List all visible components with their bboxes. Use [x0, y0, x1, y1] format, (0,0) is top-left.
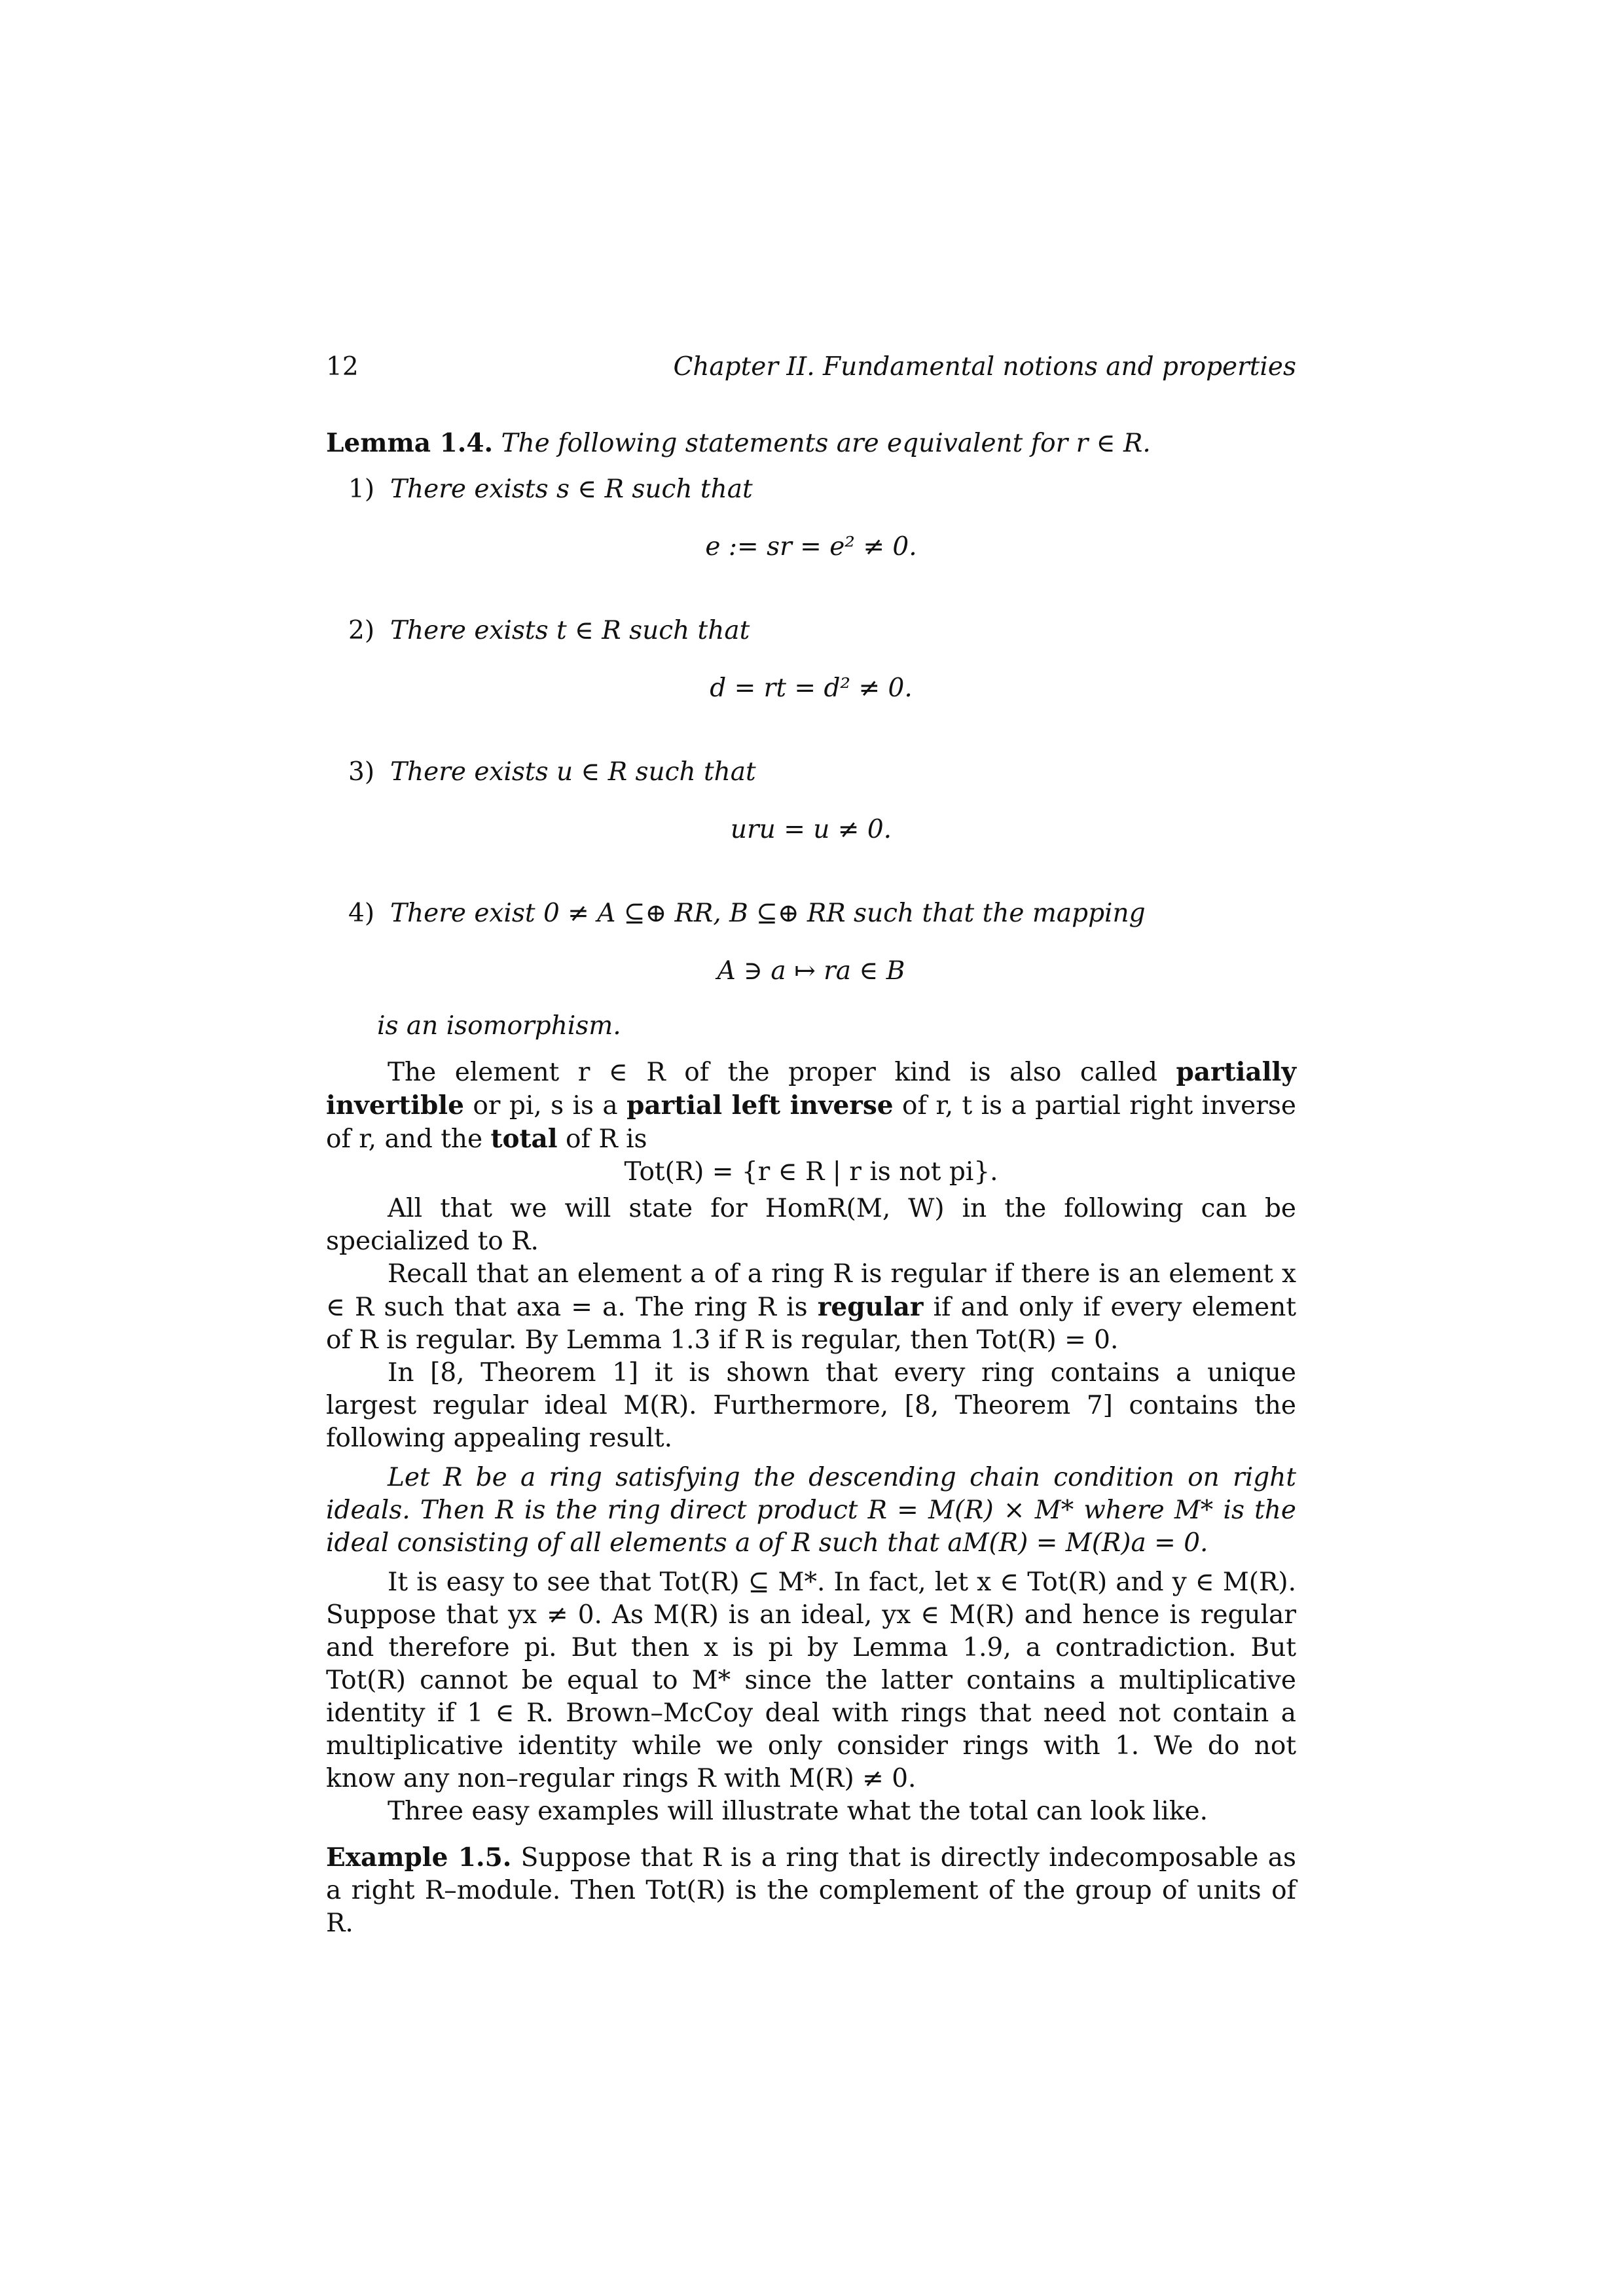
example-1-5 — [326, 1841, 1296, 1940]
text-run: or pi, s is a — [463, 1091, 627, 1121]
page-body — [326, 427, 1296, 1940]
lemma-item-1 — [326, 473, 1296, 506]
paragraph-examples-intro: Three easy examples will illustrate what the total can look like. — [388, 1797, 1208, 1826]
lemma-item-number: 1) — [348, 475, 375, 504]
lemma-item-text: There exists s ∈ R such that — [390, 475, 753, 504]
running-head — [326, 351, 1296, 384]
term-total: total — [490, 1124, 558, 1154]
paragraph-quoted-result: Let R be a ring satisfying the descending chain condition on right ideals. Then R is the ring direct product R = M(R) × M* where M* is the ideal consisting of all elements a of R such that aM(R) = M(R)a = 0. — [326, 1463, 1296, 1558]
lemma-item-text: There exists t ∈ R such that — [390, 616, 750, 645]
display-equation: e := sr = e² ≠ 0. — [705, 532, 917, 562]
term-partially-invertible: partially invertible — [326, 1057, 1296, 1121]
lemma-item-number: 2) — [348, 616, 375, 645]
display-equation: uru = u ≠ 0. — [730, 815, 892, 844]
example-text: Suppose that R is a ring that is directly indecomposable as a right R–module. Then Tot(R) is the complement of the group of units of R. — [326, 1843, 1296, 1938]
example-label: Example 1.5. — [326, 1842, 512, 1873]
paragraph-regular — [326, 1258, 1296, 1357]
lemma-item-text: There exists u ∈ R such that — [390, 757, 756, 787]
lemma-item-number: 3) — [348, 757, 375, 787]
lemma-heading — [326, 427, 1296, 460]
text-run: of r, t is a partial right inverse of r, and the — [326, 1091, 1296, 1154]
page-number: 12 — [326, 352, 359, 382]
display-equation: d = rt = d² ≠ 0. — [710, 673, 913, 703]
paragraph-hom: All that we will state for HomR(M, W) in the following can be specialized to R. — [326, 1194, 1296, 1256]
text-run: The element r ∈ R of the proper kind is also called — [388, 1058, 1176, 1087]
tot-display-equation: Tot(R) = {r ∈ R | r is not pi}. — [624, 1157, 998, 1187]
lemma-label: Lemma 1.4. — [326, 428, 494, 458]
lemma-statement: The following statements are equivalent for r ∈ R. — [501, 429, 1151, 458]
text-run: Recall that an element a of a ring R is regular if there is an element x ∈ R such that axa = a. The ring R is — [326, 1259, 1296, 1322]
lemma-item-4 — [326, 897, 1296, 930]
text-run: if and only if every element of R is regular. By Lemma 1.3 if R is regular, then Tot(R) = 0. — [326, 1293, 1296, 1355]
display-equation: A ∋ a ↦ ra ∈ B — [717, 956, 905, 986]
term-regular: regular — [817, 1292, 924, 1322]
paragraph-tot-subset: It is easy to see that Tot(R) ⊆ M*. In fact, let x ∈ Tot(R) and y ∈ M(R). Suppose that yx ≠ 0. As M(R) is an ideal, yx ∈ M(R) and hence is regular and therefore pi. But then x is pi by Lemma 1.9, a contradiction. But Tot(R) cannot be equal to M* since the latter contains a multiplicative identity if 1 ∈ R. Brown–McCoy deal with rings that need not contain a multiplicative identity while we only consider rings with 1. We do not know any non–regular rings R with M(R) ≠ 0. — [326, 1568, 1296, 1793]
lemma-item-number: 4) — [348, 899, 375, 928]
paragraph-total-definition — [326, 1056, 1296, 1156]
lemma-item-3 — [326, 756, 1296, 789]
chapter-title: Chapter II. Fundamental notions and properties — [673, 352, 1296, 382]
lemma-item-2 — [326, 615, 1296, 647]
paragraph-theorem-reference: In [8, Theorem 1] it is shown that every ring contains a unique largest regular ideal M(R). Furthermore, [8, Theorem 7] contains the following appealing result. — [326, 1358, 1296, 1453]
lemma-item-tail: is an isomorphism. — [377, 1011, 621, 1041]
term-partial-left-inverse: partial left inverse — [626, 1090, 894, 1121]
text-run: of R is — [557, 1124, 647, 1154]
lemma-item-text: There exist 0 ≠ A ⊆⊕ RR, B ⊆⊕ RR such that the mapping — [390, 899, 1146, 928]
